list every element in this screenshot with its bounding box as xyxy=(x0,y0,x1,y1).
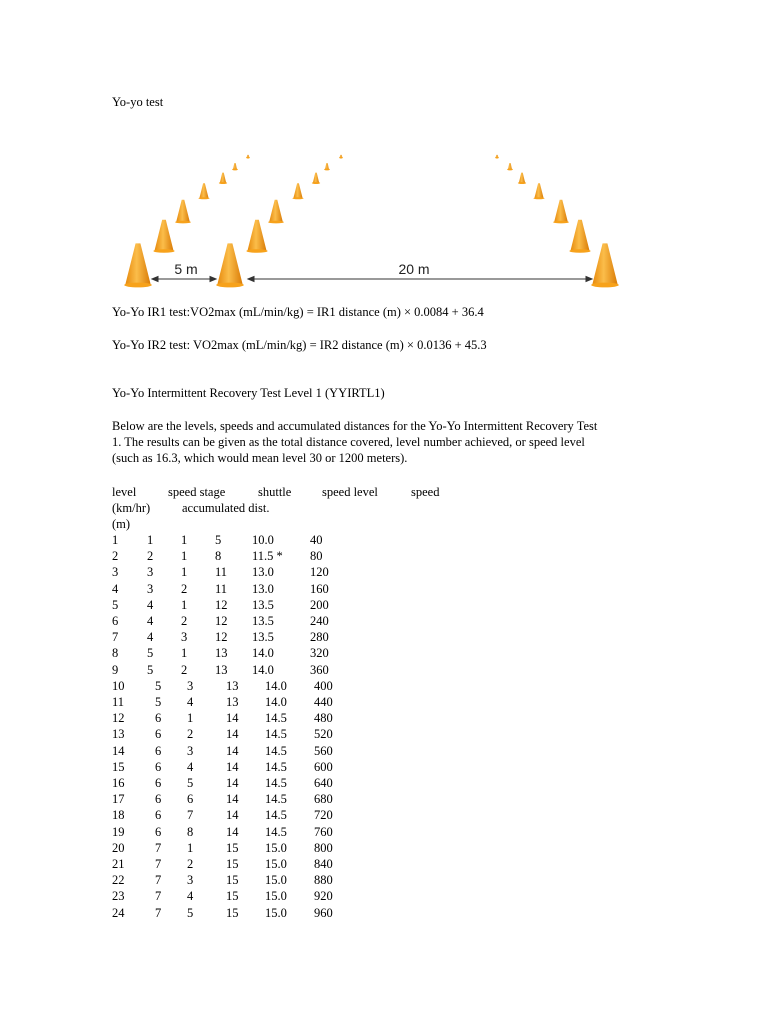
cone xyxy=(534,183,543,198)
label-5m: 5 m xyxy=(174,261,198,277)
cell-level: 3 xyxy=(112,565,119,580)
cell-distance: 800 xyxy=(314,840,333,855)
cell-shuttle: 5 xyxy=(187,905,194,920)
cone-base xyxy=(339,157,343,159)
cell-speed: 14.5 xyxy=(265,727,287,742)
cell-distance: 360 xyxy=(310,662,329,677)
cell-speed-stage: 7 xyxy=(155,873,162,888)
cell-km-hr: 14 xyxy=(226,792,239,807)
cone-base xyxy=(232,168,238,170)
cell-shuttle: 1 xyxy=(181,565,188,580)
table-row xyxy=(112,694,412,710)
cell-km-hr: 14 xyxy=(226,711,239,726)
document-heading: Yo-yo test xyxy=(112,95,164,109)
cell-distance: 920 xyxy=(314,889,333,904)
cell-speed: 13.5 xyxy=(252,630,274,645)
table-row xyxy=(112,581,412,597)
header-speed: speed xyxy=(411,485,440,499)
cell-shuttle: 2 xyxy=(187,857,194,871)
cell-distance: 440 xyxy=(314,695,333,709)
cell-shuttle: 8 xyxy=(187,824,194,839)
cell-level: 2 xyxy=(112,549,119,564)
cone xyxy=(220,173,226,183)
cell-shuttle: 2 xyxy=(187,727,194,742)
intro-line-1: Below are the levels, speeds and accumulated distances for the Yo-Yo Intermittent Recovery Test xyxy=(112,419,598,433)
cell-speed-stage: 7 xyxy=(155,889,162,904)
table-row xyxy=(112,872,412,888)
cell-speed-stage: 5 xyxy=(155,678,162,693)
header-speed-stage: speed stage xyxy=(168,485,226,499)
cell-shuttle: 1 xyxy=(187,711,194,726)
cell-shuttle: 1 xyxy=(181,533,188,547)
yoyo-test-diagram xyxy=(112,120,632,300)
cone-base xyxy=(292,197,303,199)
label-20m: 20 m xyxy=(398,261,430,277)
cell-distance: 840 xyxy=(314,857,333,871)
cell-speed: 13.0 xyxy=(252,581,274,596)
cell-distance: 280 xyxy=(310,630,329,645)
formula-ir2: Yo-Yo IR2 test: VO2max (mL/min/kg) = IR2 distance (m) × 0.0136 + 45.3 xyxy=(112,338,487,352)
cell-speed-stage: 5 xyxy=(147,646,154,661)
cone-base xyxy=(312,182,320,184)
cone xyxy=(247,220,266,251)
header-shuttle: shuttle xyxy=(258,485,292,499)
table-row xyxy=(112,888,412,904)
cone xyxy=(592,243,618,285)
cell-level: 14 xyxy=(112,743,125,758)
cell-speed-stage: 3 xyxy=(147,565,154,580)
cell-shuttle: 1 xyxy=(187,840,194,855)
cell-speed: 14.5 xyxy=(265,792,287,807)
cell-speed-stage: 5 xyxy=(155,695,162,709)
cone-base xyxy=(507,168,513,170)
table-row xyxy=(112,548,412,564)
cell-speed: 13.0 xyxy=(252,565,274,580)
cell-level: 5 xyxy=(112,597,119,612)
cell-speed: 14.0 xyxy=(252,646,274,661)
cell-shuttle: 3 xyxy=(187,743,194,758)
cell-speed-stage: 6 xyxy=(155,792,162,807)
cone xyxy=(154,220,173,251)
cell-speed: 15.0 xyxy=(265,840,287,855)
cell-speed-stage: 3 xyxy=(147,581,154,596)
table-row xyxy=(112,532,412,548)
cell-speed: 15.0 xyxy=(265,873,287,888)
cell-speed-stage: 6 xyxy=(155,808,162,823)
cell-shuttle: 3 xyxy=(187,873,194,888)
formula-ir1: Yo-Yo IR1 test:VO2max (mL/min/kg) = IR1 distance (m) × 0.0084 + 36.4 xyxy=(112,305,484,319)
cell-distance: 960 xyxy=(314,905,333,920)
cell-level: 10 xyxy=(112,678,125,693)
cell-level: 6 xyxy=(112,614,119,628)
cell-speed: 14.0 xyxy=(265,678,287,693)
cell-distance: 880 xyxy=(314,873,333,888)
cell-shuttle: 4 xyxy=(187,695,194,709)
cell-speed-stage: 6 xyxy=(155,824,162,839)
cell-distance: 560 xyxy=(314,743,333,758)
header-level: level xyxy=(112,485,137,499)
cone-base xyxy=(324,168,330,170)
cone-base xyxy=(153,249,174,253)
cell-km-hr: 15 xyxy=(226,905,239,920)
cell-level: 19 xyxy=(112,824,125,839)
cell-shuttle: 5 xyxy=(187,776,194,790)
cell-level: 17 xyxy=(112,792,125,807)
cell-km-hr: 14 xyxy=(226,824,239,839)
cell-level: 18 xyxy=(112,808,125,823)
header-m: (m) xyxy=(112,517,131,531)
cell-level: 16 xyxy=(112,776,125,790)
cell-km-hr: 14 xyxy=(226,743,239,758)
cell-distance: 80 xyxy=(310,549,323,564)
cell-km-hr: 14 xyxy=(226,808,239,823)
cell-speed: 11.5 * xyxy=(252,549,283,564)
cell-speed-stage: 4 xyxy=(147,630,154,645)
cell-speed: 14.5 xyxy=(265,824,287,839)
cell-speed-stage: 6 xyxy=(155,776,162,790)
table-row xyxy=(112,564,412,580)
cell-km-hr: 13 xyxy=(215,646,228,661)
cell-distance: 760 xyxy=(314,824,333,839)
cell-speed: 15.0 xyxy=(265,905,287,920)
cell-level: 12 xyxy=(112,711,125,726)
table-row xyxy=(112,840,412,856)
cell-distance: 160 xyxy=(310,581,329,596)
cell-km-hr: 13 xyxy=(226,678,239,693)
table-row xyxy=(112,905,412,921)
cone xyxy=(554,200,568,222)
cell-speed: 13.5 xyxy=(252,614,274,628)
cell-shuttle: 3 xyxy=(181,630,188,645)
intro-line-3: (such as 16.3, which would mean level 30 or 1200 meters). xyxy=(112,451,408,465)
cell-speed-stage: 7 xyxy=(155,905,162,920)
cell-distance: 40 xyxy=(310,533,323,547)
table-row xyxy=(112,791,412,807)
cell-speed-stage: 7 xyxy=(155,857,162,871)
cell-speed-stage: 2 xyxy=(147,549,154,564)
cell-km-hr: 12 xyxy=(215,630,228,645)
cell-distance: 520 xyxy=(314,727,333,742)
cone xyxy=(570,220,589,251)
cell-speed: 14.5 xyxy=(265,711,287,726)
cell-level: 20 xyxy=(112,840,125,855)
cell-speed-stage: 4 xyxy=(147,597,154,612)
cell-speed-stage: 6 xyxy=(155,743,162,758)
cell-km-hr: 5 xyxy=(215,533,222,547)
cell-level: 21 xyxy=(112,857,125,871)
cell-shuttle: 7 xyxy=(187,808,194,823)
cell-km-hr: 13 xyxy=(215,662,228,677)
cell-speed: 15.0 xyxy=(265,889,287,904)
cell-speed: 13.5 xyxy=(252,597,274,612)
cell-level: 4 xyxy=(112,581,119,596)
table-header-line-2 xyxy=(112,500,412,516)
cell-level: 23 xyxy=(112,889,125,904)
cell-level: 1 xyxy=(112,533,119,547)
cone-base xyxy=(124,283,152,288)
cell-km-hr: 8 xyxy=(215,549,222,564)
cell-speed-stage: 1 xyxy=(147,533,154,547)
header-speed-level: speed level xyxy=(322,485,378,499)
cell-level: 8 xyxy=(112,646,119,661)
cell-shuttle: 2 xyxy=(181,614,188,628)
cell-distance: 320 xyxy=(310,646,329,661)
cell-distance: 240 xyxy=(310,614,329,628)
cone-base xyxy=(219,182,227,184)
intro-line-2: 1. The results can be given as the total distance covered, level number achieved, or speed level xyxy=(112,435,585,449)
table-header-line-1 xyxy=(112,484,440,500)
table-row xyxy=(112,759,412,775)
cell-distance: 680 xyxy=(314,792,333,807)
cone-base xyxy=(533,197,544,199)
table-row xyxy=(112,613,412,629)
cell-speed: 15.0 xyxy=(265,857,287,871)
cell-km-hr: 15 xyxy=(226,857,239,871)
cell-speed: 14.5 xyxy=(265,743,287,758)
cone-base xyxy=(216,283,244,288)
table-row xyxy=(112,824,412,840)
cone-base xyxy=(518,182,526,184)
cone-base xyxy=(591,283,619,288)
cell-speed-stage: 6 xyxy=(155,759,162,774)
table-row xyxy=(112,662,412,678)
cell-km-hr: 15 xyxy=(226,873,239,888)
cell-distance: 200 xyxy=(310,597,329,612)
cell-speed-stage: 7 xyxy=(155,840,162,855)
cell-km-hr: 13 xyxy=(226,695,239,709)
cell-speed: 14.5 xyxy=(265,808,287,823)
table-header-line-3 xyxy=(112,516,412,532)
cell-shuttle: 4 xyxy=(187,759,194,774)
cell-level: 11 xyxy=(112,695,125,709)
cone xyxy=(293,183,302,198)
cell-speed-stage: 6 xyxy=(155,711,162,726)
table-row xyxy=(112,710,412,726)
cell-km-hr: 11 xyxy=(215,565,228,580)
cone-base xyxy=(495,157,499,159)
cell-level: 22 xyxy=(112,873,125,888)
cell-shuttle: 1 xyxy=(181,597,188,612)
table-row xyxy=(112,597,412,613)
cell-shuttle: 6 xyxy=(187,792,194,807)
cell-distance: 400 xyxy=(314,678,333,693)
cell-level: 9 xyxy=(112,662,119,677)
cell-km-hr: 14 xyxy=(226,759,239,774)
cell-speed: 14.5 xyxy=(265,776,287,790)
cell-level: 7 xyxy=(112,630,119,645)
table-row xyxy=(112,743,412,759)
cell-km-hr: 12 xyxy=(215,597,228,612)
cell-shuttle: 2 xyxy=(181,581,188,596)
cell-shuttle: 3 xyxy=(187,678,194,693)
table-row xyxy=(112,807,412,823)
table-row xyxy=(112,775,412,791)
cell-km-hr: 14 xyxy=(226,727,239,742)
cell-km-hr: 15 xyxy=(226,889,239,904)
cell-distance: 480 xyxy=(314,711,333,726)
cone-base xyxy=(246,249,267,253)
cell-km-hr: 14 xyxy=(226,776,239,790)
cell-speed-stage: 6 xyxy=(155,727,162,742)
cell-shuttle: 1 xyxy=(181,549,188,564)
cell-speed: 14.5 xyxy=(265,759,287,774)
cell-level: 13 xyxy=(112,727,125,742)
cell-km-hr: 12 xyxy=(215,614,228,628)
cell-km-hr: 15 xyxy=(226,840,239,855)
cell-speed: 10.0 xyxy=(252,533,274,547)
cell-km-hr: 11 xyxy=(215,581,228,596)
cell-shuttle: 2 xyxy=(181,662,188,677)
cell-level: 15 xyxy=(112,759,125,774)
cell-distance: 600 xyxy=(314,759,333,774)
cell-distance: 640 xyxy=(314,776,333,790)
cell-speed-stage: 5 xyxy=(147,662,154,677)
header-accumulated: accumulated dist. xyxy=(182,501,270,515)
table-row xyxy=(112,645,412,661)
cell-shuttle: 1 xyxy=(181,646,188,661)
table-row xyxy=(112,726,412,742)
table-row xyxy=(112,856,412,872)
cone xyxy=(269,200,283,222)
table-row xyxy=(112,629,412,645)
cone-base xyxy=(175,221,191,224)
cone-base xyxy=(198,197,209,199)
header-kmhr: (km/hr) xyxy=(112,501,151,515)
cell-speed: 14.0 xyxy=(252,662,274,677)
cell-distance: 720 xyxy=(314,808,333,823)
distance-arrows xyxy=(152,277,592,282)
cone xyxy=(176,200,190,222)
table-row xyxy=(112,678,412,694)
cone-base xyxy=(268,221,284,224)
cone xyxy=(217,243,243,285)
cone-base xyxy=(246,157,250,159)
cell-speed: 14.0 xyxy=(265,695,287,709)
cone-group xyxy=(124,155,619,288)
cell-level: 24 xyxy=(112,905,125,920)
cone-base xyxy=(569,249,590,253)
cone-base xyxy=(553,221,569,224)
cone xyxy=(519,173,525,183)
cell-distance: 120 xyxy=(310,565,329,580)
cell-speed-stage: 4 xyxy=(147,614,154,628)
cone xyxy=(313,173,319,183)
cell-shuttle: 4 xyxy=(187,889,194,904)
cone xyxy=(199,183,208,198)
section-title: Yo-Yo Intermittent Recovery Test Level 1 (YYIRTL1) xyxy=(112,386,385,400)
cone xyxy=(125,243,151,285)
